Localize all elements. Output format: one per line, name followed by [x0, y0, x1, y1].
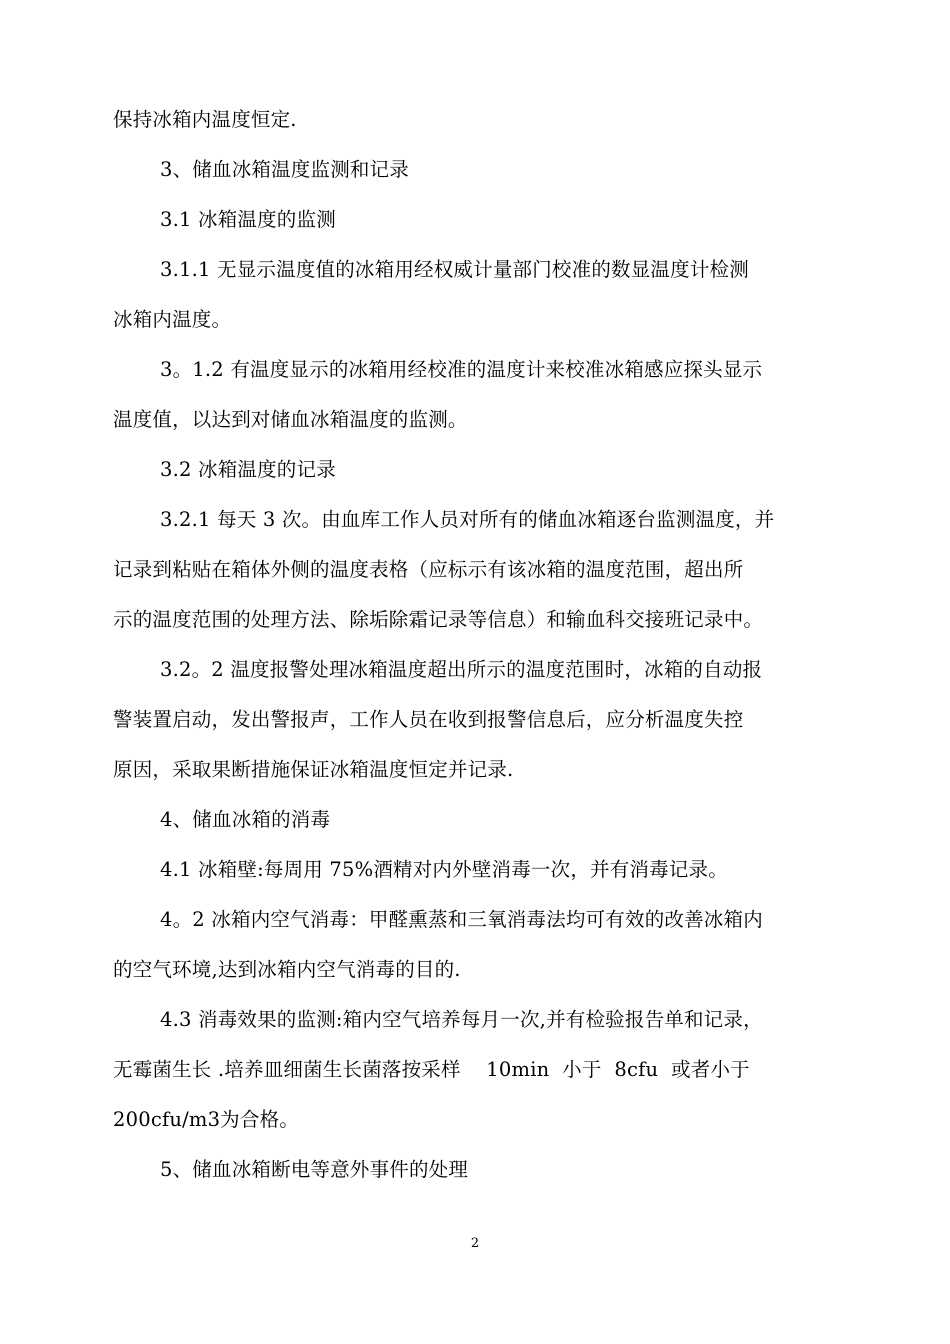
text-line: 记录到粘贴在箱体外侧的温度表格（应标示有该冰箱的温度范围，超出所 [113, 558, 744, 581]
text-line: 3。1.2 有温度显示的冰箱用经校准的温度计来校准冰箱感应探头显示 [160, 358, 763, 381]
text-line: 4.1 冰箱壁:每周用 75%酒精对内外壁消毒一次，并有消毒记录。 [160, 858, 728, 881]
text-line: 4.3 消毒效果的监测:箱内空气培养每月一次,并有检验报告单和记录， [160, 1008, 763, 1031]
subsection-heading: 3.2 冰箱温度的记录 [160, 458, 336, 481]
text-line: 3.2。2 温度报警处理冰箱温度超出所示的温度范围时，冰箱的自动报 [160, 658, 763, 681]
text-line: 3.1.1 无显示温度值的冰箱用经权威计量部门校准的数显温度计检测 [160, 258, 749, 281]
text-line: 温度值，以达到对储血冰箱温度的监测。 [113, 408, 468, 431]
text-line: 警装置启动，发出警报声，工作人员在收到报警信息后，应分析温度失控 [113, 708, 744, 731]
subsection-heading: 3.1 冰箱温度的监测 [160, 208, 336, 231]
text-line: 示的温度范围的处理方法、除垢除霜记录等信息）和输血科交接班记录中。 [113, 608, 764, 631]
text-line: 冰箱内温度。 [113, 308, 232, 331]
text-line: 保持冰箱内温度恒定. [113, 108, 297, 131]
section-heading: 3、储血冰箱温度监测和记录 [160, 158, 410, 181]
section-heading: 5、储血冰箱断电等意外事件的处理 [160, 1158, 469, 1181]
text-line: 无霉菌生长 .培养皿细菌生长菌落按采样 10min 小于 8cfu 或者小于 [113, 1058, 750, 1081]
page-number: 2 [470, 1236, 480, 1251]
text-line: 原因，采取果断措施保证冰箱温度恒定并记录. [113, 758, 514, 781]
text-line: 3.2.1 每天 3 次。由血库工作人员对所有的储血冰箱逐台监测温度，并 [160, 508, 775, 531]
section-heading: 4、储血冰箱的消毒 [160, 808, 331, 831]
text-line: 的空气环境,达到冰箱内空气消毒的目的. [113, 958, 461, 981]
text-line: 4。2 冰箱内空气消毒：甲醛熏蒸和三氧消毒法均可有效的改善冰箱内 [160, 908, 763, 931]
text-line: 200cfu/m3为合格。 [113, 1108, 299, 1131]
